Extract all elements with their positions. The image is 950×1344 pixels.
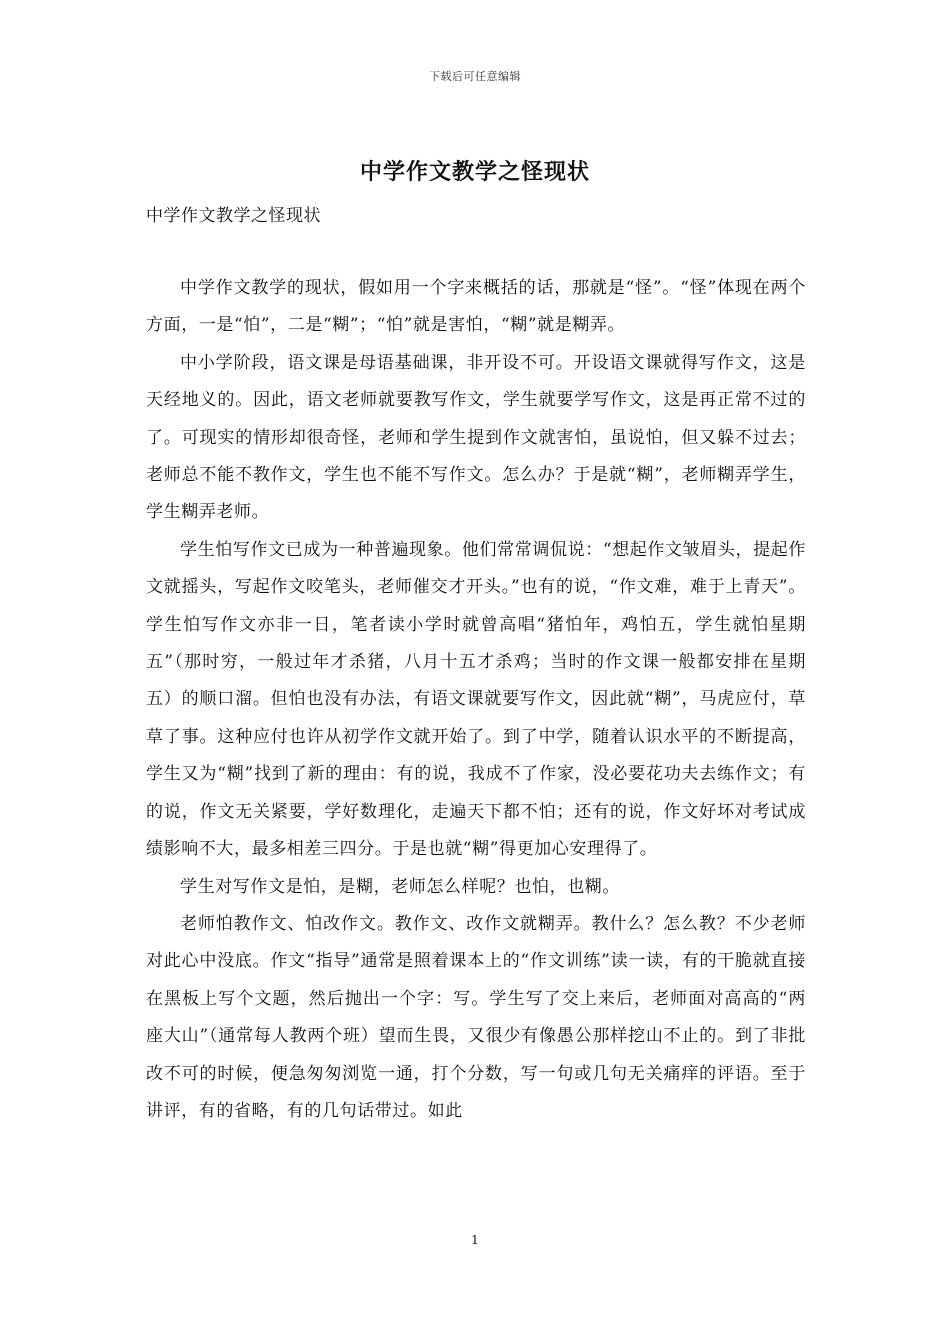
body-text [146,270,806,1130]
paragraph: 学生怕写作文已成为一种普遍现象。他们常常调侃说：“想起作文皱眉头，提起作文就摇头，写起作文咬笔头，老师催交才开头。”也有的说，“作文难，难于上青天”。学生怕写作文亦非一日，笔者读小学时就曾高唱“猪怕年，鸡怕五，学生就怕星期五”（那时穷，一般过年才杀猪，八月十五才杀鸡；当时的作文课一般都安排在星期五）的顺口溜。但怕也没有办法，有语文课就要写作文，因此就“糊”，马虎应付，草草了事。这种应付也许从初学作文就开始了。到了中学，随着认识水平的不断提高，学生又为“糊”找到了新的理由：有的说，我成不了作家，没必要花功夫去练作文；有的说，作文无关紧要，学好数理化，走遍天下都不怕；还有的说，作文好坏对考试成绩影响不大，最多相差三四分。于是也就“糊”得更加心安理得了。 [146,539,806,860]
paragraph: 学生对写作文是怕，是糊，老师怎么样呢？也怕，也糊。 [180,876,620,897]
paragraph: 中小学阶段，语文课是母语基础课，非开设不可。开设语文课就得写作文，这是天经地义的。因此，语文老师就要教写作文，学生就要学写作文，这是再正常不过的了。可现实的情形却很奇怪，老师和学生提到作文就害怕，虽说怕，但又躲不过去；老师总不能不教作文，学生也不能不写作文。怎么办？于是就“糊”，老师糊弄学生，学生糊弄老师。 [146,352,806,523]
paragraph: 老师怕教作文、怕改作文。教作文、改作文就糊弄。教什么？怎么教？不少老师对此心中没底。作文“指导”通常是照着课本上的“作文训练”读一读，有的干脆就直接在黑板上写个文题，然后抛出一个字：写。学生写了交上来后，老师面对高高的“两座大山”（通常每人教两个班）望而生畏，又很少有像愚公那样挖山不止的。到了非批改不可的时候，便急匆匆浏览一通，打个分数，写一句或几句无关痛痒的评语。至于讲评，有的省略，有的几句话带过。如此 [146,913,806,1121]
document-subtitle: 中学作文教学之怪现状 [146,206,321,226]
header-note: 下载后可任意编辑 [429,70,521,83]
paragraph: 中学作文教学的现状，假如用一个字来概括的话，那就是“怪”。“怪”体现在两个方面，一是“怕”，二是“糊”；“怕”就是害怕，“糊”就是糊弄。 [146,278,806,336]
document-title: 中学作文教学之怪现状 [359,159,590,185]
page-number: 1 [471,1233,479,1247]
